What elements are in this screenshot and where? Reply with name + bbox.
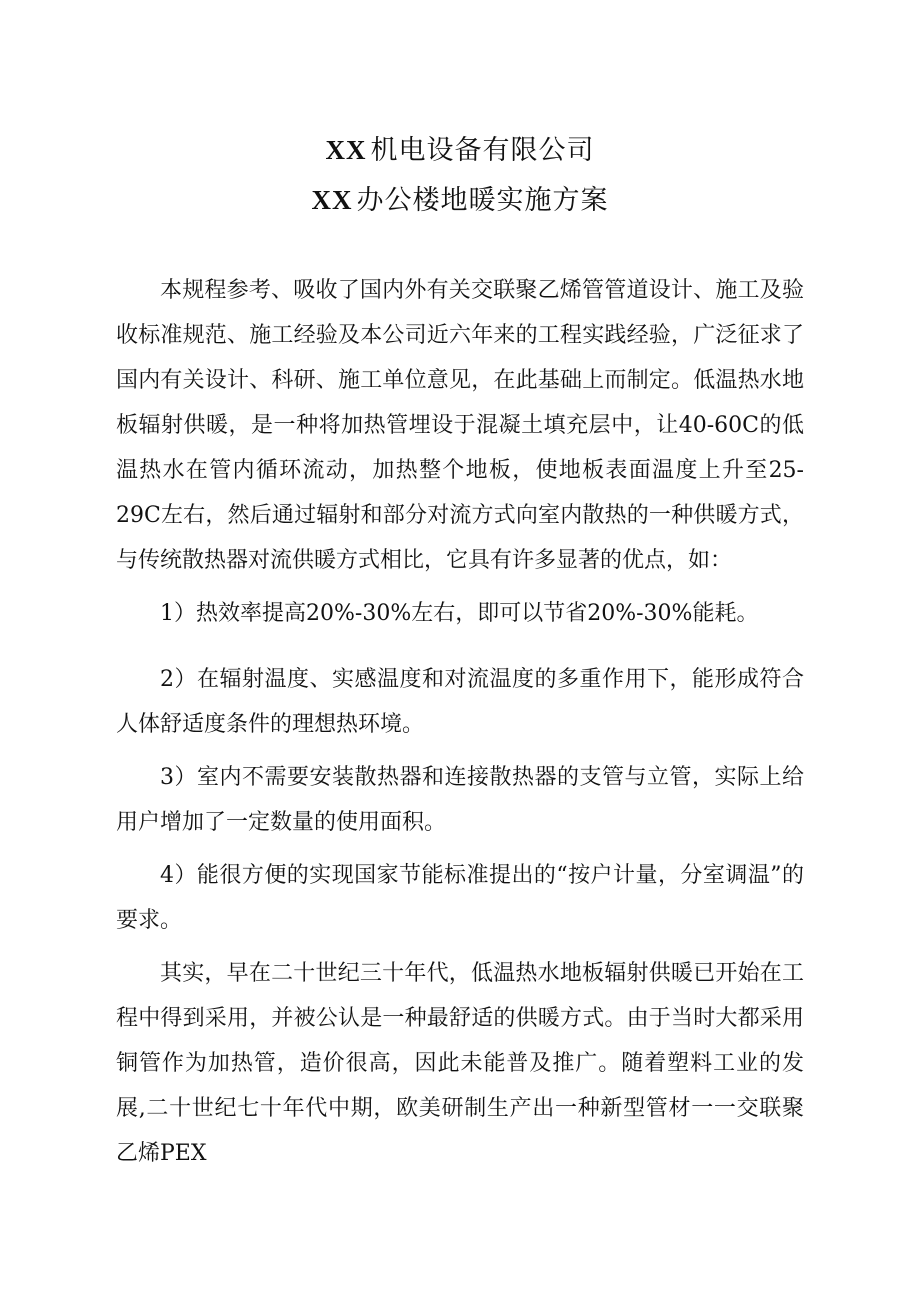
subtitle-prefix: XX — [311, 185, 353, 215]
paragraph-history: 其实，早在二十世纪三十年代，低温热水地板辐射供暖已开始在工程中得到采用，并被公认是一种最舒适的供暖方式。由于当时大都采用铜管作为加热管，造价很高，因此未能普及推广。随着塑料工业的发展,二十世纪七十年代中期，欧美研制生产出一种新型管材一一交联聚乙烯PEX — [116, 961, 804, 1166]
paragraph-item-4: 4）能很方便的实现国家节能标准提出的“按户计量，分室调温”的要求。 — [116, 863, 804, 933]
paragraph-intro: 本规程参考、吸收了国内外有关交联聚乙烯管管道设计、施工及验收标准规范、施工经验及本公司近六年来的工程实践经验，广泛征求了国内有关设计、科研、施工单位意见，在此基础上而制定。低温热水地板辐射供暖，是一种将加热管埋设于混凝土填充层中，让40-60C的低温热水在管内循环流动，加热整个地板，使地板表面温度上升至25-29C左右，然后通过辐射和部分对流方式向室内散热的一种供暖方式，与传统散热器对流供暖方式相比，它具有许多显著的优点，如： — [116, 278, 804, 573]
title-company: 机电设备有限公司 — [370, 135, 595, 166]
document-subtitle — [0, 183, 920, 218]
subtitle-text: 办公楼地暖实施方案 — [356, 185, 609, 216]
paragraph-item-2: 2）在辐射温度、实感温度和对流温度的多重作用下，能形成符合人体舒适度条件的理想热环境。 — [116, 667, 804, 737]
document-title — [0, 133, 920, 168]
title-prefix: XX — [325, 135, 367, 165]
paragraph-item-3: 3）室内不需要安装散热器和连接散热器的支管与立管，实际上给用户增加了一定数量的使用面积。 — [116, 765, 804, 835]
document-body — [116, 268, 804, 1176]
paragraph-item-1: 1）热效率提高20%-30%左右，即可以节省20%-30%能耗。 — [160, 601, 759, 626]
